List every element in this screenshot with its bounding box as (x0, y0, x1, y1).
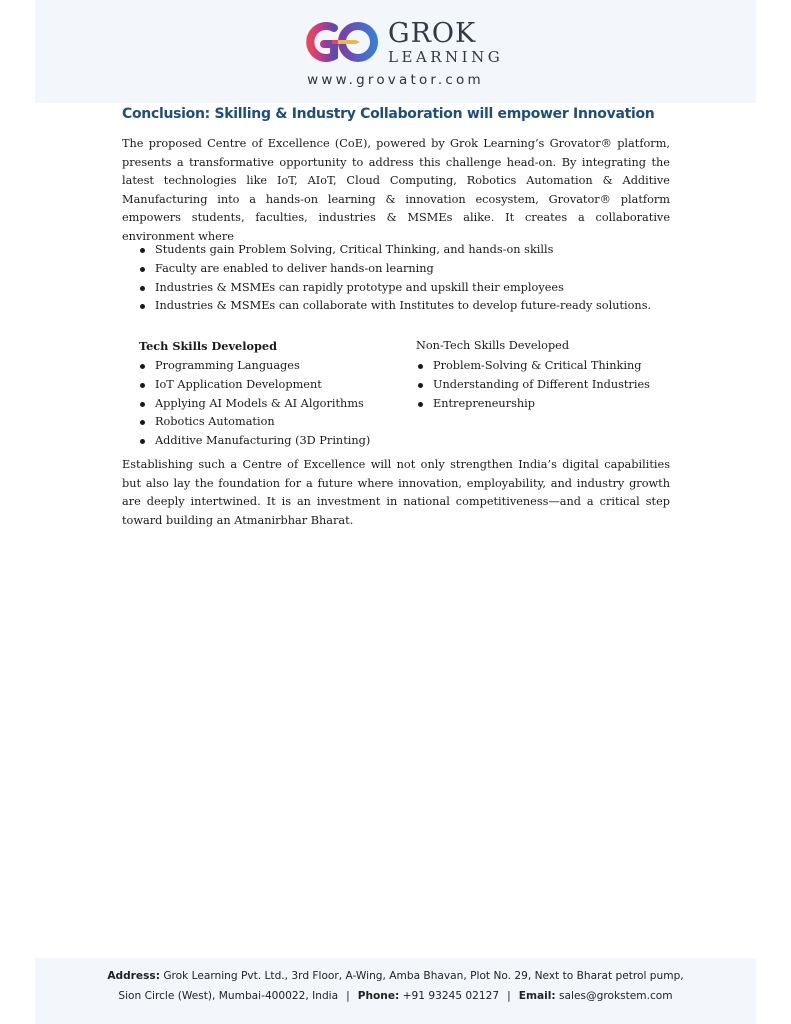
footer-separator: | (507, 990, 511, 1002)
list-item: Faculty are enabled to deliver hands-on learning (138, 260, 651, 279)
email-address[interactable]: sales@grokstem.com (559, 990, 673, 1002)
phone-number[interactable]: +91 93245 02127 (402, 990, 500, 1002)
tech-skills-list (138, 357, 370, 451)
brand-subtitle: LEARNING (388, 48, 504, 66)
list-item: Entrepreneurship (416, 395, 650, 414)
footer-address-line-1 (0, 970, 791, 982)
section-heading: Conclusion: Skilling & Industry Collaboration will empower Innovation (122, 106, 655, 122)
list-item: Industries & MSMEs can rapidly prototype and upskill their employees (138, 279, 651, 298)
tech-skills-heading: Tech Skills Developed (139, 339, 278, 353)
list-item: Problem-Solving & Critical Thinking (416, 357, 650, 376)
logo (298, 18, 504, 68)
list-item: Understanding of Different Industries (416, 376, 650, 395)
brand-name: GROK (388, 18, 477, 49)
address-label: Address: (107, 970, 160, 982)
footer-address-line-2 (0, 990, 791, 1002)
list-item: Programming Languages (138, 357, 370, 376)
list-item: Students gain Problem Solving, Critical Thinking, and hands-on skills (138, 241, 651, 260)
address-text-continued: Sion Circle (West), Mumbai-400022, India (118, 990, 339, 1002)
grok-logo-icon (298, 20, 382, 64)
website-url[interactable]: www.grovator.com (307, 72, 484, 88)
list-item: Additive Manufacturing (3D Printing) (138, 432, 370, 451)
list-item: IoT Application Development (138, 376, 370, 395)
list-item: Industries & MSMEs can collaborate with Institutes to develop future-ready solutions. (138, 297, 651, 316)
email-label: Email: (518, 990, 556, 1002)
benefits-list (138, 241, 651, 316)
list-item: Applying AI Models & AI Algorithms (138, 395, 370, 414)
non-tech-skills-heading: Non-Tech Skills Developed (416, 339, 570, 352)
address-text: Grok Learning Pvt. Ltd., 3rd Floor, A-Wing, Amba Bhavan, Plot No. 29, Next to Bharat petrol pump, (163, 970, 684, 982)
list-item: Robotics Automation (138, 413, 370, 432)
non-tech-skills-list (416, 357, 650, 413)
closing-paragraph: Establishing such a Centre of Excellence will not only strengthen India’s digital capabilities but also lay the foundation for a future where innovation, employability, and industry growth are deeply intertwined. It is an investment in national competitiveness—and a critical step toward building an Atmanirbhar Bharat. (122, 458, 670, 527)
phone-label: Phone: (357, 990, 400, 1002)
intro-paragraph: The proposed Centre of Excellence (CoE), powered by Grok Learning’s Grovator® platform, presents a transformative opportunity to address this challenge head-on. By integrating the latest technologies like IoT, AIoT, Cloud Computing, Robotics Automation & Additive Manufacturing into a hands-on learning & innovation ecosystem, Grovator® platform empowers students, faculties, industries & MSMEs alike. It creates a collaborative environment where (122, 137, 670, 243)
footer-separator: | (346, 990, 350, 1002)
